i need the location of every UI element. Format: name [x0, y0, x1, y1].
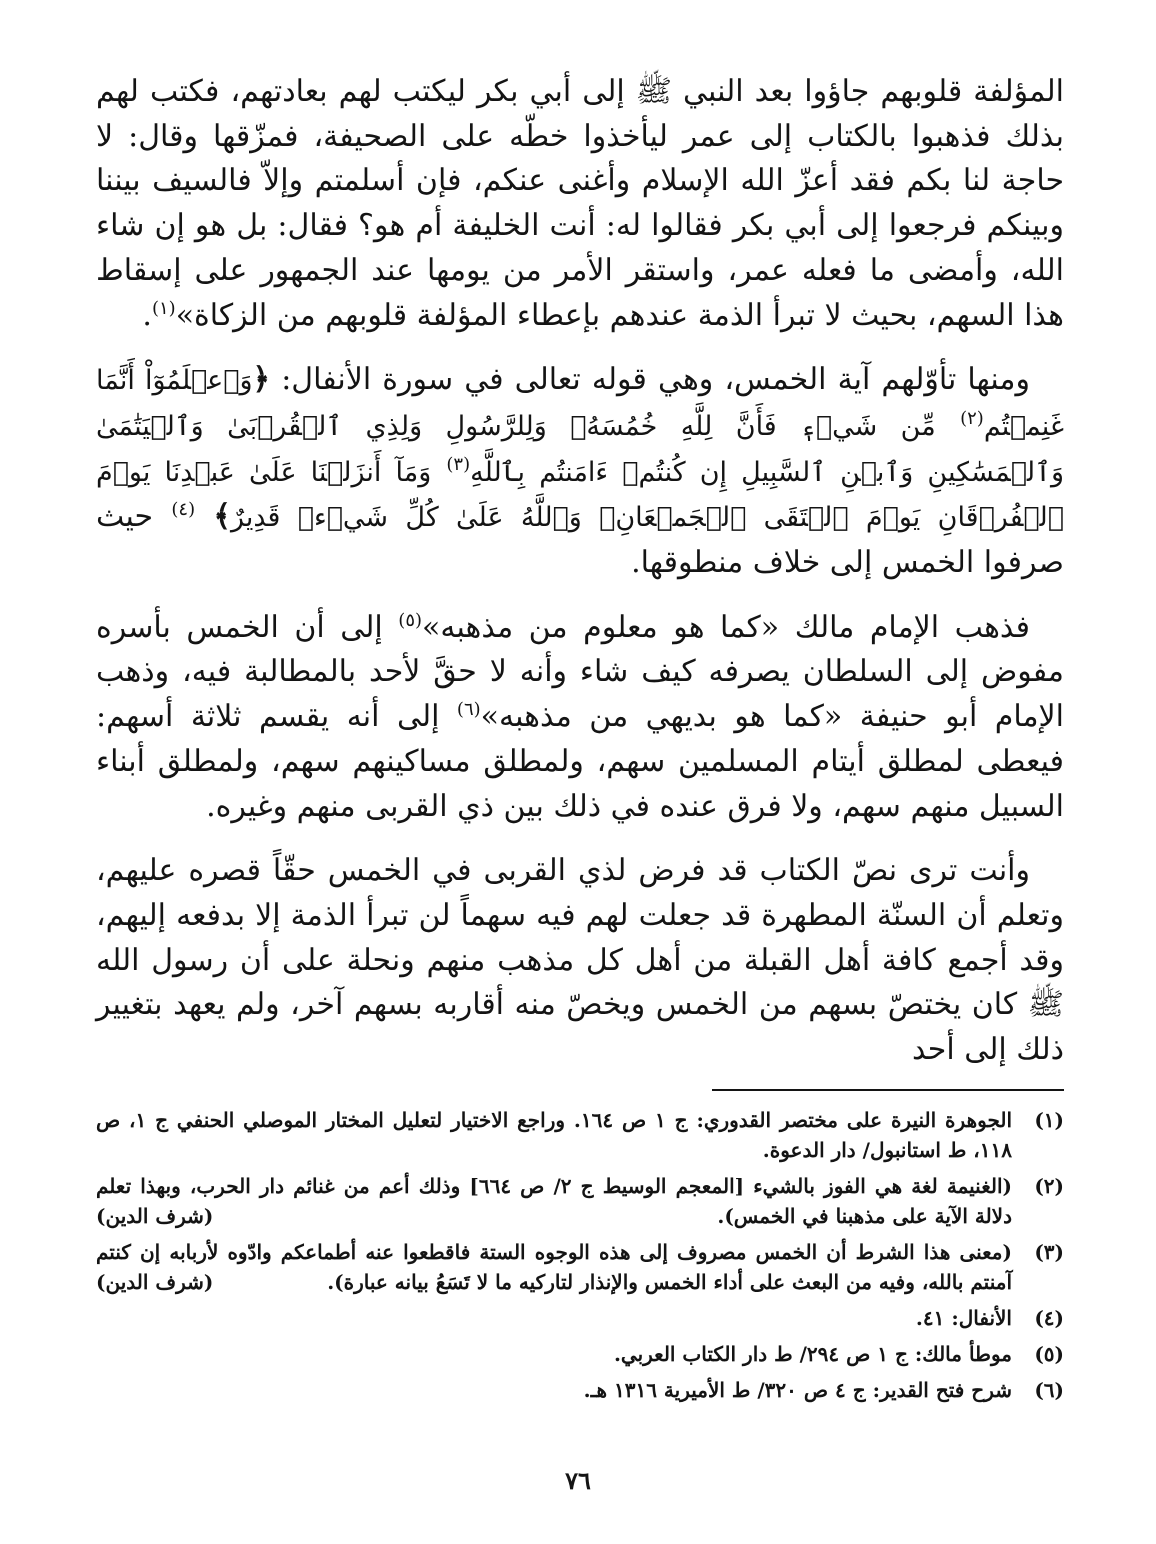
footnote-ref-6: (٦): [456, 699, 481, 721]
footnote-number: (٤): [1034, 1306, 1064, 1330]
page-number: ٧٦: [565, 1466, 591, 1495]
footnote-text: الأنفال: ٤١.: [915, 1306, 1012, 1330]
quran-open-bracket: ﴿: [252, 362, 271, 398]
footnote-1: [96, 1105, 1064, 1165]
footnote-number: (١): [1034, 1108, 1064, 1132]
paragraph-4: [96, 849, 1064, 1073]
footnote-ref-3: (٣): [446, 453, 471, 475]
footnote-2: [96, 1171, 1064, 1231]
paragraph-2: [96, 358, 1064, 586]
paragraph-3: [96, 606, 1064, 830]
footnote-separator: [712, 1089, 1064, 1091]
footnote-ref-1: (١): [151, 297, 176, 319]
paragraph-2-outro: حيث صرفوا الخمس إلى خلاف منطوقها.: [96, 499, 1064, 581]
footnote-text: (الغنيمة لغة هي الفوز بالشيء [المعجم الوسيط ج ٢/ ص ٦٦٤] وذلك أعم من غنائم دار الحرب، وبهذا تعلم دلالة الآية على مذهبنا في الخمس).: [96, 1174, 1012, 1228]
paragraph-3-part-a: فذهب الإمام مالك «كما هو معلوم من مذهبه»: [422, 609, 1030, 645]
paragraph-3-part-b: إلى أن الخمس بأسره مفوض إلى السلطان يصرفه كيف شاء وأنه لا حقَّ لأحد بالمطالبة فيه، وذهب الإمام أبو حنيفة «كما هو بديهي من مذهبه»: [96, 609, 1064, 735]
footnote-signature: (شرف الدين): [96, 1270, 214, 1294]
footnote-body: [96, 1171, 1012, 1231]
main-text: [96, 70, 1064, 1093]
footnote-text: شرح فتح القدير: ج ٤ ص ٣٢٠/ ط الأميرية ١٣١٦ هـ.: [583, 1378, 1012, 1402]
paragraph-3-part-c: إلى أنه يقسم ثلاثة أسهم: فيعطى لمطلق أيتام المسلمين سهم، ولمطلق مساكينهم سهم، ولمطلق أبناء السبيل منهم سهم، ولا فرق عنده في ذلك بين ذي القربى منهم وغيره.: [96, 699, 1064, 824]
footnote-text: موطأ مالك: ج ١ ص ٢٩٤/ ط دار الكتاب العربي.: [613, 1342, 1012, 1366]
quran-close-bracket: ﴾: [213, 499, 231, 535]
paragraph-1-text: المؤلفة قلوبهم جاؤوا بعد النبي ﷺ إلى أبي بكر ليكتب لهم بعادتهم، فكتب لهم بذلك فذهبوا بالكتاب إلى عمر ليأخذوا خطّه على الصحيفة، فمزّقها وقال: لا حاجة لنا بكم فقد أعزّ الله الإسلام وأغنى عنكم، فإن أسلمتم وإلاّ فالسيف بيننا وبينكم فرجعوا إلى أبي بكر فقالوا له: أنت الخليفة أم هو؟ فقال: بل هو إن شاء الله، وأمضى ما فعله عمر، واستقر الأمر من يومها عند الجمهور على إسقاط هذا السهم، بحيث لا تبرأ الذمة عندهم بإعطاء المؤلفة قلوبهم من الزكاة»: [96, 74, 1065, 333]
footnote-number: (٦): [1034, 1378, 1064, 1402]
footnotes: [96, 1105, 1064, 1411]
footnote-text: (معنى هذا الشرط أن الخمس مصروف إلى هذه الوجوه الستة فاقطعوا عنه أطماعكم وادّوه لأربابه إن كنتم آمنتم بالله، وفيه من البعث على أداء الخمس والإنذار لتاركيه ما لا تَسَعُ بيانه عبارة).: [96, 1240, 1012, 1294]
paragraph-1: [96, 70, 1064, 338]
paragraph-4-text: وأنت ترى نصّ الكتاب قد فرض لذي القربى في الخمس حقّاً قصره عليهم، وتعلم أن السنّة المطهرة قد جعلت لهم فيه سهماً لن تبرأ الذمة إلا بدفعه إليهم، وقد أجمع كافة أهل القبلة من أهل كل مذهب منهم ونحلة على أن رسول الله ﷺ كان يختصّ بسهم من الخمس ويخصّ منه أقاربه بسهم آخر، ولم يعهد بتغيير ذلك إلى أحد: [96, 853, 1064, 1068]
quran-verse-part-2: مِّن شَيۡءٖ فَأَنَّ لِلَّهِ خُمُسَهُۥ وَلِلرَّسُولِ وَلِذِي ٱلۡقُرۡبَىٰ وَٱلۡيَتَٰمَىٰ وَٱلۡمَسَٰكِينِ وَٱبۡنِ ٱلسَّبِيلِ إِن كُنتُمۡ ءَامَنتُم بِٱللَّهِ: [96, 410, 1064, 488]
paragraph-1-end: .: [142, 297, 152, 333]
paragraph-2-intro: ومنها تأوّلهم آية الخمس، وهي قوله تعالى في سورة الأنفال:: [281, 362, 1030, 398]
footnote-6: [96, 1375, 1064, 1405]
footnote-number: (٥): [1034, 1342, 1064, 1366]
footnote-number: (٢): [1034, 1174, 1064, 1198]
quran-verse-part-1: وَٱعۡلَمُوٓاْ أَنَّمَا غَنِمۡتُم: [96, 365, 1065, 442]
footnote-4: [96, 1303, 1064, 1333]
footnote-body: [96, 1237, 1012, 1297]
footnote-text: الجوهرة النيرة على مختصر القدوري: ج ١ ص ١٦٤. وراجع الاختيار لتعليل المختار الموصلي الحنفي ج ١، ص ١١٨، ط استانبول/ دار الدعوة.: [96, 1108, 1013, 1162]
footnote-ref-2: (٢): [960, 407, 984, 429]
footnote-number: (٣): [1034, 1240, 1064, 1264]
footnote-ref-4: (٤): [171, 499, 196, 521]
footnote-ref-5: (٥): [398, 609, 423, 631]
footnote-5: [96, 1339, 1064, 1369]
footnote-3: [96, 1237, 1064, 1297]
quran-verse-part-3: وَمَآ أَنزَلۡنَا عَلَىٰ عَبۡدِنَا يَوۡمَ ٱلۡفُرۡقَانِ يَوۡمَ ٱلۡتَقَى ٱلۡجَمۡعَانِۗ وَٱللَّهُ عَلَىٰ كُلِّ شَيۡءٖ قَدِيرٌ: [96, 456, 1064, 534]
footnote-signature: (شرف الدين): [96, 1204, 214, 1228]
